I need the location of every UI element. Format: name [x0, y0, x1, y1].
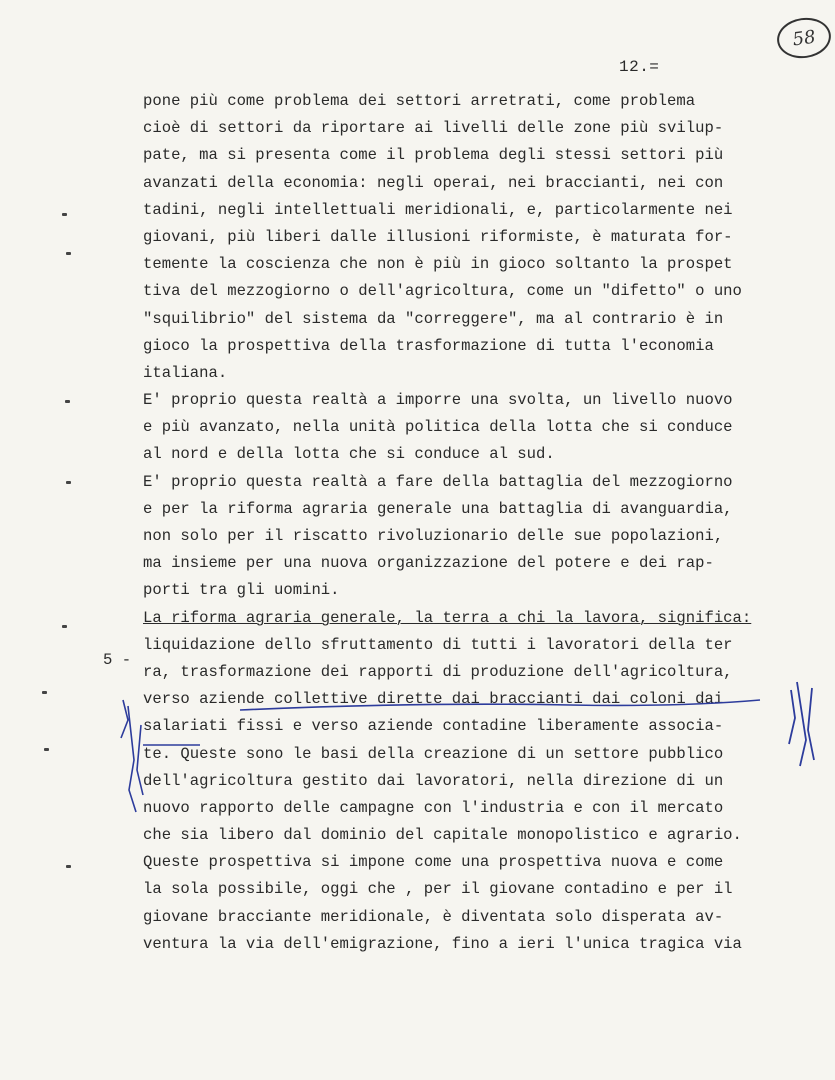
page-stamp: 58	[774, 14, 833, 61]
text-line: E' proprio questa realtà a imporre una svolta, un livello nuovo	[143, 391, 733, 410]
text-line: ma insieme per una nuova organizzazione del potere e dei rap-	[143, 554, 714, 573]
blue-underline-stroke	[240, 700, 760, 710]
text-line: dell'agricoltura gestito dai lavoratori, nella direzione di un	[143, 771, 724, 790]
text-line: Queste prospettiva si impone come una prospettiva nuova e come	[143, 853, 724, 872]
text-line: cioè di settori da riportare ai livelli delle zone più svilup-	[143, 119, 724, 138]
text-line: e per la riforma agraria generale una battaglia di avanguardia,	[143, 499, 733, 518]
blue-margin-bracket	[121, 700, 143, 812]
text-line: giovani, più liberi dalle illusioni riformiste, è maturata for-	[143, 227, 733, 246]
text-line: italiana.	[143, 363, 228, 382]
page-number: 12.=	[619, 58, 660, 76]
text-line: verso aziende collettive dirette dai braccianti dai coloni dai	[143, 690, 724, 709]
text-line: te. Queste sono le basi della creazione di un settore pubblico	[143, 744, 724, 763]
text-line: tadini, negli intellettuali meridionali, e, particolarmente nei	[143, 200, 733, 219]
text-line: giovane bracciante meridionale, è diventata solo disperata av-	[143, 907, 724, 926]
text-line: avanzati della economia: negli operai, nei braccianti, nei con	[143, 173, 724, 192]
text-line: non solo per il riscatto rivoluzionario delle sue popolazioni,	[143, 527, 724, 545]
text-line: la sola possibile, oggi che , per il giovane contadino e per il	[143, 880, 733, 899]
text-line: porti tra gli uomini.	[143, 581, 340, 600]
text-line: ra, trasformazione dei rapporti di produzione dell'agricoltura,	[143, 662, 733, 681]
text-line: "squilibrio" del sistema da "correggere", ma al contrario è in	[143, 309, 724, 328]
text-line: al nord e della lotta che si conduce al sud.	[143, 445, 555, 464]
item-number: 5 -	[103, 651, 132, 669]
text-line: che sia libero dal dominio del capitale monopolistico e agrario.	[143, 826, 742, 845]
blue-margin-marks-right	[789, 682, 814, 766]
text-line: salariati fissi e verso aziende contadine liberamente associa-	[143, 717, 724, 736]
text-line: E' proprio questa realtà a fare della battaglia del mezzogiorno	[143, 472, 733, 491]
text-line: liquidazione dello sfruttamento di tutti i lavoratori della ter	[143, 635, 733, 654]
text-line: temente la coscienza che non è più in gioco soltanto la prospet	[143, 255, 733, 274]
text-line: tiva del mezzogiorno o dell'agricoltura, come un "difetto" o uno	[143, 282, 742, 301]
section-heading-line: La riforma agraria generale, la terra a chi la lavora, significa:	[143, 608, 752, 627]
text-line: pone più come problema dei settori arretrati, come problema	[143, 92, 696, 110]
text-line: gioco la prospettiva della trasformazione di tutta l'economia	[143, 336, 714, 355]
text-line: e più avanzato, nella unità politica della lotta che si conduce	[143, 418, 733, 437]
text-line: ventura la via dell'emigrazione, fino a ieri l'unica tragica via	[143, 934, 742, 953]
text-line: pate, ma si presenta come il problema degli stessi settori più	[143, 146, 724, 165]
text-line: nuovo rapporto delle campagne con l'industria e con il mercato	[143, 798, 724, 817]
